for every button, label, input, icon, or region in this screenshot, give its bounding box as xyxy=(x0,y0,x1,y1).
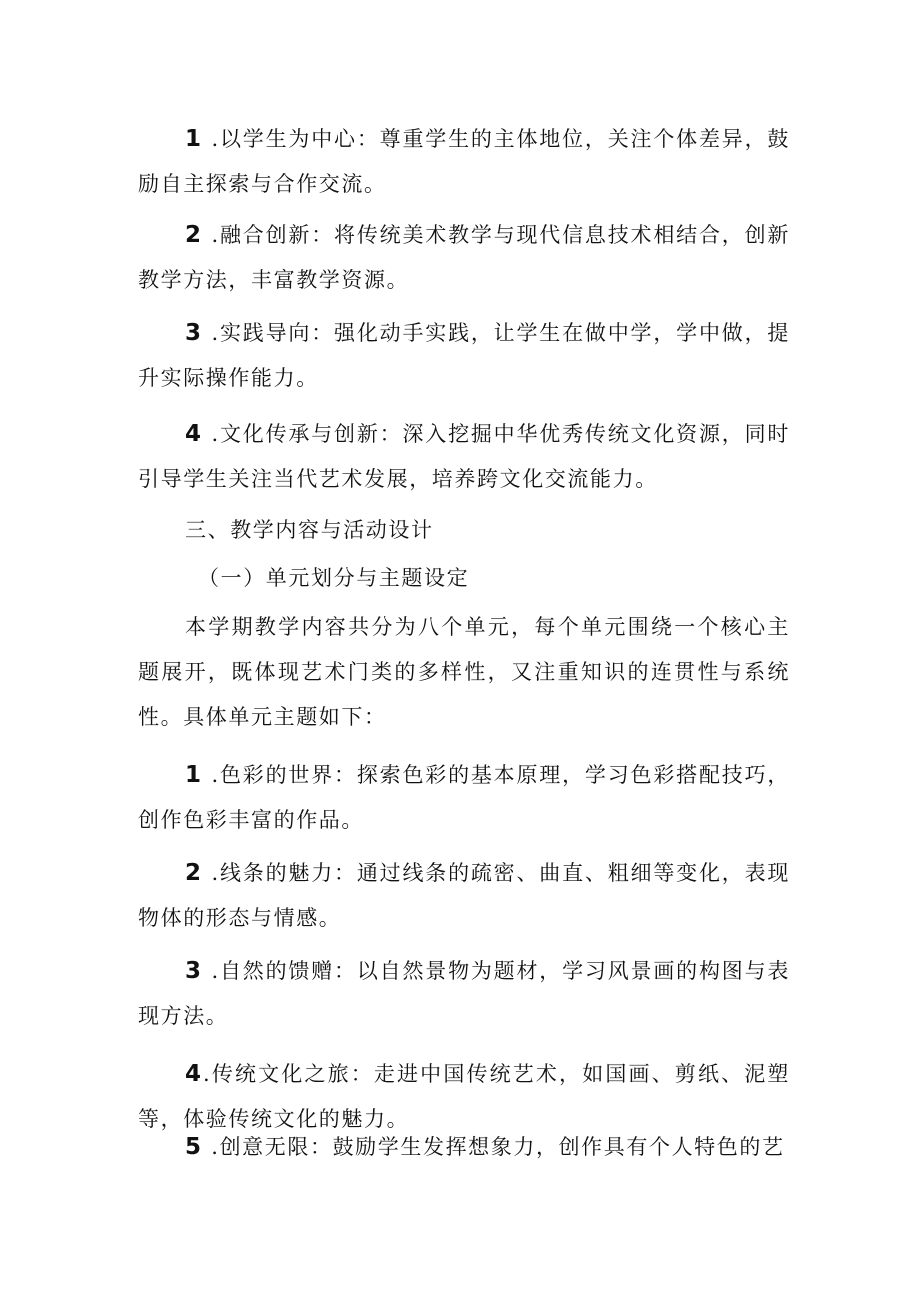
intro-paragraph: 本学期教学内容共分为八个单元，每个单元围绕一个核心主题展开，既体现艺术门类的多样性，又注重知识的连贯性与系统性。具体单元主题如下： xyxy=(138,615,790,729)
item-number: 3 xyxy=(185,320,204,346)
unit-item xyxy=(138,851,790,941)
principle-item xyxy=(138,412,790,502)
item-text: .创意无限：鼓励学生发挥想象力，创作具有个人特色的艺 xyxy=(203,1135,785,1159)
unit-item xyxy=(138,949,790,1039)
unit-item xyxy=(138,753,790,843)
item-text: .文化传承与创新：深入挖掘中华优秀传统文化资源，同时引导学生关注当代艺术发展，培养跨文化交流能力。 xyxy=(138,422,790,491)
item-number: 4 xyxy=(185,421,204,447)
item-text: .色彩的世界：探索色彩的基本原理，学习色彩搭配技巧，创作色彩丰富的作品。 xyxy=(138,763,790,832)
item-number: 5 xyxy=(185,1134,204,1160)
principle-item xyxy=(138,311,790,401)
item-number: 4 xyxy=(185,1061,204,1087)
subsection-heading: （一）单元划分与主题设定 xyxy=(198,566,470,590)
item-text: .线条的魅力：通过线条的疏密、曲直、粗细等变化，表现物体的形态与情感。 xyxy=(138,861,790,930)
item-number: 1 xyxy=(185,762,204,788)
item-text: .以学生为中心：尊重学生的主体地位，关注个体差异，鼓励自主探索与合作交流。 xyxy=(138,127,790,196)
item-number: 2 xyxy=(185,222,204,248)
section-heading: 三、教学内容与活动设计 xyxy=(185,518,434,542)
unit-item xyxy=(138,1125,790,1170)
item-number: 1 xyxy=(185,126,204,152)
item-text: .自然的馈赠：以自然景物为题材，学习风景画的构图与表现方法。 xyxy=(138,959,790,1028)
principle-item xyxy=(138,117,790,207)
principle-item xyxy=(138,213,790,303)
item-number: 3 xyxy=(185,958,204,984)
item-text: .实践导向：强化动手实践，让学生在做中学，学中做，提升实际操作能力。 xyxy=(138,321,790,390)
item-text: .传统文化之旅：走进中国传统艺术，如国画、剪纸、泥塑等，体验传统文化的魅力。 xyxy=(138,1062,790,1131)
item-number: 2 xyxy=(185,860,204,886)
item-text: .融合创新：将传统美术教学与现代信息技术相结合，创新教学方法，丰富教学资源。 xyxy=(138,223,790,292)
